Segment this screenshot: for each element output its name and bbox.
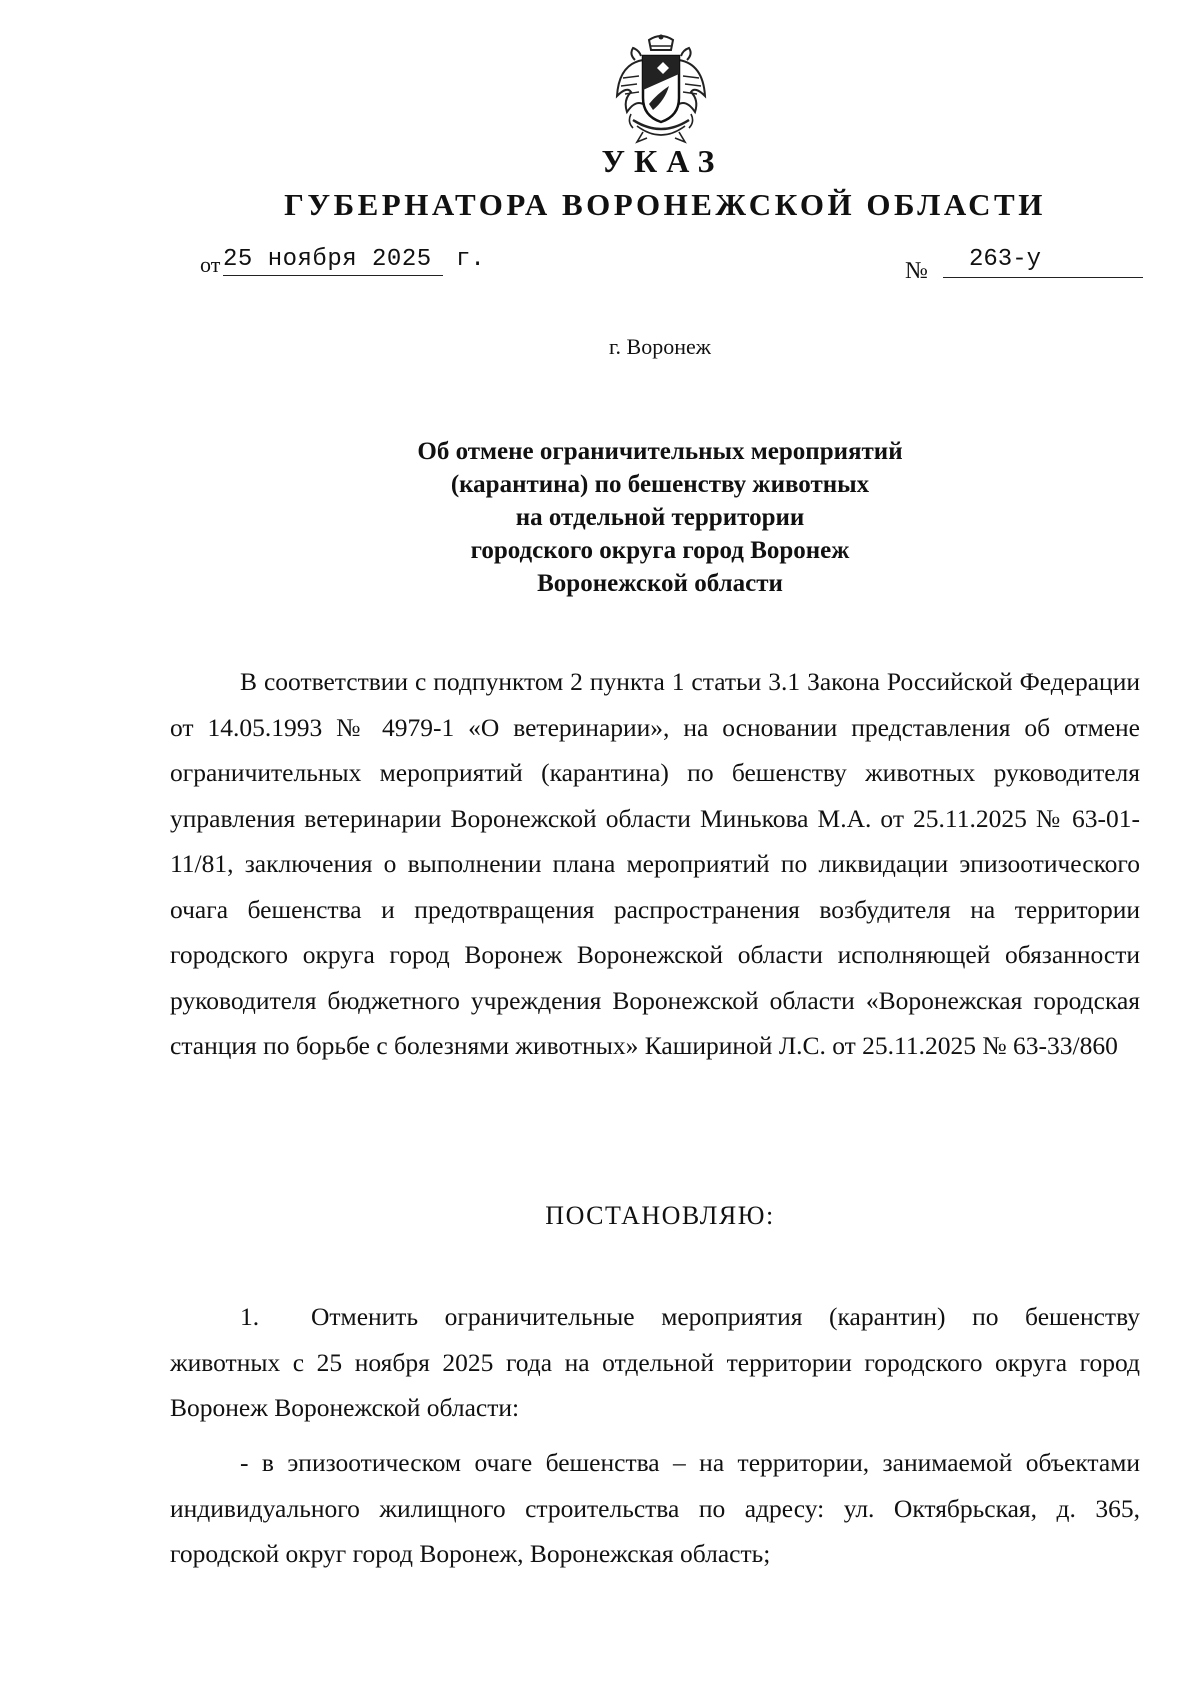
heading-line: Об отмене ограничительных мероприятий bbox=[417, 438, 903, 465]
document-heading bbox=[0, 435, 1200, 600]
heading-line: (карантина) по бешенству животных bbox=[450, 471, 870, 498]
heading-line: на отдельной территории bbox=[515, 504, 805, 531]
number-label: № bbox=[905, 258, 928, 284]
item-1-subparagraph: - в эпизоотическом очаге бешенства – на территории, занимаемой объектами индивидуального жилищного строительства по адресу: ул. Октябрьская, д. 365, городской округ город Воронеж, Воронежская область; bbox=[170, 1448, 1140, 1568]
city: г. Воронеж bbox=[609, 334, 711, 359]
date-value: 25 ноября 2025 bbox=[223, 246, 443, 276]
item-1-paragraph bbox=[170, 1294, 1140, 1431]
item-number: 1. bbox=[240, 1302, 260, 1331]
preamble-paragraph: В соответствии с подпунктом 2 пункта 1 статьи 3.1 Закона Российской Федерации от 14.05.1993 № 4979-1 «О ветеринарии», на основании представления об отмене ограничительных мероприятий (карантина) по бешенству животных руководителя управления ветеринарии Воронежской области Минькова М.А. от 25.11.2025 № 63-01-11/81, заключения о выполнении плана мероприятий по ликвидации эпизоотического очага бешенства и предотвращения распространения возбудителя на территории городского округа город Воронеж Воронежской области исполняющей обязанности руководителя бюджетного учреждения Воронежской области «Воронежская городская станция по борьбе с болезнями животных» Кашириной Л.С. от 25.11.2025 № 63-33/860 bbox=[170, 667, 1140, 1060]
item-1-text: Отменить ограничительные мероприятия (карантин) по бешенству животных с 25 ноября 2025 года на отдельной территории городского округа город Воронеж Воронежской области: bbox=[170, 1302, 1140, 1422]
heading-line: городского округа город Воронеж bbox=[470, 537, 850, 564]
resolve-statement: ПОСТАНОВЛЯЮ: bbox=[545, 1201, 775, 1230]
decree-title: УКАЗ bbox=[601, 143, 724, 179]
decree-number: 263-у bbox=[943, 246, 1143, 278]
date-suffix: г. bbox=[456, 246, 485, 273]
coat-of-arms-icon bbox=[613, 34, 709, 146]
decree-subtitle: ГУБЕРНАТОРА ВОРОНЕЖСКОЙ ОБЛАСТИ bbox=[284, 187, 1046, 222]
heading-line: Воронежской области bbox=[537, 570, 783, 597]
date-prefix: от bbox=[200, 252, 221, 277]
